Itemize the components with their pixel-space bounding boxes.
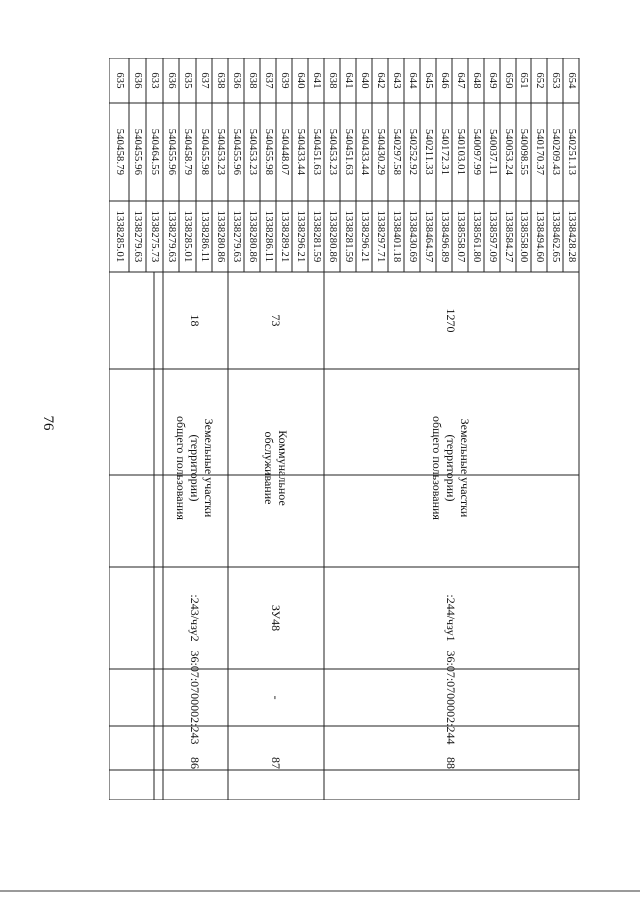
x-coordinate-cell: 540455.96 — [166, 128, 177, 176]
y-coordinate-cell: 1338558.07 — [455, 210, 466, 263]
point-number-cell: 648 — [471, 72, 482, 89]
y-coordinate-cell: 1338494.60 — [534, 210, 545, 263]
x-coordinate-cell: 540453.23 — [247, 128, 258, 176]
x-coordinate-cell: 540430.29 — [375, 128, 386, 176]
point-number-cell: 653 — [550, 72, 561, 89]
x-coordinate-cell: 540211.33 — [423, 128, 434, 176]
cadastral-number-cell: - — [269, 695, 283, 700]
x-coordinate-cell: 540209.43 — [550, 128, 561, 176]
y-coordinate-cell: 1338561.80 — [471, 210, 482, 263]
x-coordinate-cell: 540103.01 — [455, 128, 466, 176]
point-number-cell: 642 — [375, 72, 386, 89]
point-number-cell: 638 — [215, 72, 226, 89]
y-coordinate-cell: 1338430.69 — [407, 210, 418, 263]
x-coordinate-cell: 540448.07 — [279, 128, 290, 176]
point-number-cell: 638 — [327, 72, 338, 89]
point-number-cell: 636 — [132, 72, 144, 89]
x-coordinate-cell: 540433.44 — [295, 128, 306, 176]
x-coordinate-cell: 540037.11 — [487, 128, 498, 176]
y-coordinate-cell: 1338584.27 — [503, 210, 514, 263]
point-number-cell: 637 — [263, 72, 274, 89]
y-coordinate-cell: 1338285.01 — [182, 210, 194, 263]
x-coordinate-cell: 540098.55 — [518, 128, 530, 176]
x-coordinate-cell: 540464.55 — [149, 128, 161, 176]
x-coordinate-cell: 540453.23 — [327, 128, 338, 176]
coordinates-table — [109, 58, 595, 800]
point-number-cell: 640 — [359, 72, 370, 89]
x-coordinate-cell: 540172.31 — [439, 128, 450, 176]
record-number-cell: 88 — [444, 757, 459, 769]
point-number-cell: 638 — [247, 72, 258, 89]
point-number-cell: 641 — [311, 72, 322, 89]
y-coordinate-cell: 1338286.11 — [263, 210, 274, 263]
use-type-cell: Коммунальное обслуживание — [262, 430, 290, 506]
y-coordinate-cell: 1338280.86 — [327, 210, 338, 263]
x-coordinate-cell: 540097.99 — [471, 128, 482, 176]
page-number: 76 — [40, 415, 56, 431]
designation-cell: ЗУ48 — [269, 604, 283, 632]
y-coordinate-cell: 1338289.21 — [279, 210, 290, 263]
point-number-cell: 644 — [407, 72, 418, 89]
scan-edge-line — [0, 890, 640, 892]
point-number-cell: 639 — [279, 72, 290, 89]
y-coordinate-cell: 1338279.63 — [231, 210, 242, 263]
area-cell: 1270 — [444, 308, 459, 333]
x-coordinate-cell: 540455.98 — [199, 128, 210, 176]
area-cell: 73 — [269, 314, 283, 327]
x-coordinate-cell: 540297.58 — [391, 128, 402, 176]
point-number-cell: 633 — [149, 72, 161, 89]
point-number-cell: 651 — [518, 72, 530, 89]
point-number-cell: 640 — [295, 72, 306, 89]
area-cell: 18 — [188, 314, 203, 327]
point-number-cell: 652 — [534, 72, 545, 89]
cadastral-number-cell: 36:07:0700002:243 — [188, 650, 203, 745]
x-coordinate-cell: 540455.96 — [132, 128, 144, 176]
y-coordinate-cell: 1338275.73 — [149, 210, 161, 263]
record-number-cell: 86 — [188, 757, 203, 769]
x-coordinate-cell: 540252.92 — [407, 128, 418, 176]
x-coordinate-cell: 540251.13 — [566, 128, 577, 176]
y-coordinate-cell: 1338285.01 — [114, 210, 126, 263]
y-coordinate-cell: 1338296.21 — [359, 210, 370, 263]
x-coordinate-cell: 540458.79 — [182, 128, 194, 176]
designation-cell: :243/чзу2 — [188, 594, 203, 642]
y-coordinate-cell: 1338279.63 — [166, 210, 177, 263]
y-coordinate-cell: 1338597.09 — [487, 210, 498, 263]
point-number-cell: 641 — [343, 72, 354, 89]
y-coordinate-cell: 1338558.00 — [518, 210, 530, 263]
point-number-cell: 636 — [231, 72, 242, 89]
y-coordinate-cell: 1338297.71 — [375, 210, 386, 263]
y-coordinate-cell: 1338281.59 — [343, 210, 354, 263]
point-number-cell: 646 — [439, 72, 450, 89]
y-coordinate-cell: 1338462.65 — [550, 210, 561, 263]
y-coordinate-cell: 1338279.63 — [132, 210, 144, 263]
x-coordinate-cell: 540170.37 — [534, 128, 545, 176]
point-number-cell: 636 — [166, 72, 177, 89]
point-number-cell: 650 — [503, 72, 514, 89]
point-number-cell: 643 — [391, 72, 402, 89]
y-coordinate-cell: 1338286.11 — [199, 210, 210, 263]
y-coordinate-cell: 1338280.86 — [215, 210, 226, 263]
use-type-cell: Земельные участки (территории) общего пользования — [174, 416, 217, 520]
x-coordinate-cell: 540455.96 — [231, 128, 242, 176]
y-coordinate-cell: 1338296.21 — [295, 210, 306, 263]
cadastral-number-cell: 36:07:0700002:244 — [444, 650, 459, 745]
point-number-cell: 654 — [566, 72, 577, 89]
x-coordinate-cell: 540451.63 — [343, 128, 354, 176]
y-coordinate-cell: 1338401.18 — [391, 210, 402, 263]
x-coordinate-cell: 540451.63 — [311, 128, 322, 176]
y-coordinate-cell: 1338464.97 — [423, 210, 434, 263]
x-coordinate-cell: 540053.24 — [503, 128, 514, 176]
x-coordinate-cell: 540453.23 — [215, 128, 226, 176]
use-type-cell: Земельные участки (территории) общего пользования — [430, 416, 473, 520]
point-number-cell: 637 — [199, 72, 210, 89]
x-coordinate-cell: 540458.79 — [114, 128, 126, 176]
y-coordinate-cell: 1338428.28 — [566, 210, 577, 263]
point-number-cell: 645 — [423, 72, 434, 89]
y-coordinate-cell: 1338280.86 — [247, 210, 258, 263]
x-coordinate-cell: 540455.98 — [263, 128, 274, 176]
point-number-cell: 647 — [455, 72, 466, 89]
y-coordinate-cell: 1338496.89 — [439, 210, 450, 263]
point-number-cell: 649 — [487, 72, 498, 89]
designation-cell: :244/чзу1 — [444, 594, 459, 642]
point-number-cell: 635 — [114, 72, 126, 89]
point-number-cell: 635 — [182, 72, 194, 89]
x-coordinate-cell: 540433.44 — [359, 128, 370, 176]
record-number-cell: 87 — [269, 757, 283, 769]
y-coordinate-cell: 1338281.59 — [311, 210, 322, 263]
